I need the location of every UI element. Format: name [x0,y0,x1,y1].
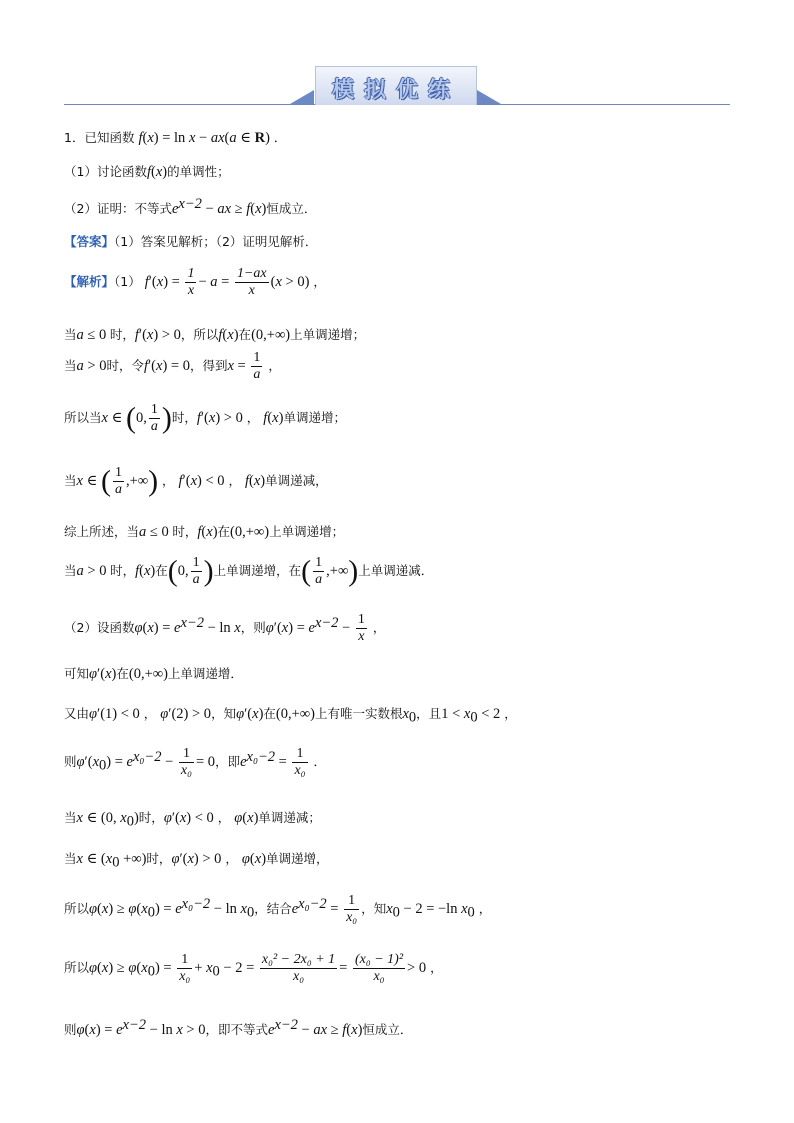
text: 时， [110,563,136,578]
text: 在 [217,524,231,539]
text: ，得到 [189,358,228,373]
solution-line-4: 所以当x ∈ (0, $\frac{1}{a}$ )时，f′(x) > 0 ， f(x)单调递增； [64,401,346,435]
problem-part2: （2）证明：不等式$e^{x-2}$ − ax ≥ f(x)恒成立． [64,196,317,218]
solution-line-6: 综上所述，当a ≤ 0 时，f(x)在(0,+∞)上单调递增； [64,524,345,540]
problem-statement: 1．已知函数 f(x) = ln x − ax(a ∈ R) ． [64,130,287,146]
solution-line-2: 当a ≤ 0 时，f′(x) > 0，所以f(x)在(0,+∞)上单调递增； [64,327,366,343]
text: 当 [64,563,77,578]
text: ，且 [416,706,442,721]
answer-line [64,232,317,250]
text: 在 [263,706,276,721]
text: 上单调递减． [358,563,434,578]
solution-line-16: 则$\varphi(x) = e^{x-2} - \ln x > 0$，即不等式$e^{x-2}$ − ax ≥ f(x)恒成立． [64,1017,413,1039]
solution-line-12: 当x ∈ (0, $x_0$)时，φ′(x) < 0 ， φ(x)单调递减； [64,810,321,830]
solution-line-1: 【解析】（1） f′(x) = $\frac{1}{x}$ − a = $\frac{1-ax}{x}$ (x > 0) ， [64,266,326,298]
text: 讨论函数 [96,164,147,179]
text: 当 [64,810,77,825]
text: 当 [64,327,77,342]
text: 上单调递增． [167,666,243,681]
text: 时， [109,327,135,342]
text: ，知 [361,901,387,916]
text: 上单调递增，在 [213,563,302,578]
text: ，即 [215,754,241,769]
solution-line-14: 所以$\varphi(x) \ge \varphi(x_0) = e^{x_0-2} - \ln x_0$，结合$e^{x_0-2}$ = $\frac{1}{\text{x₀}}$ ，知$x_0 - 2 = -\ln$ $x_0$ ， [64,893,492,925]
text: （2）设函数 [64,620,135,635]
text: 时， [171,410,197,425]
text: 单调递减， [265,473,328,488]
problem-number: 1． [64,130,85,145]
text: 又由 [64,706,90,721]
text: 恒成立． [266,201,317,217]
text: ，则 [240,620,266,635]
solution-line-7: 当a > 0 时，f(x)在(0, $\frac{1}{a}$ )上单调递增，在( $\frac{1}{a}$ ,+∞)上单调递减． [64,554,434,588]
solution-line-8: （2）设函数$\varphi(x) = e^{x-2} - \ln x$，则$\varphi'(x) = e^{x-2}$ − $\frac{1}{x}$ ， [64,612,386,644]
text: 所以 [64,960,90,975]
text: 上单调递增； [290,327,366,342]
text: 已知函数 [84,130,135,145]
solution-line-13: 当x ∈ ($x_0$ +∞)时，φ′(x) > 0 ， φ(x)单调递增， [64,851,329,871]
text: 在 [155,563,168,578]
text: 的单调性； [167,164,230,179]
text: 上有唯一实数根 [314,706,403,721]
text: 当 [64,851,77,866]
banner-left-triangle [290,90,314,104]
text: 上单调递增； [269,524,345,539]
text: 当 [64,473,77,488]
text: （1） [114,274,141,289]
text: 综上所述，当 [64,524,140,539]
solution-tag: 【解析】 [64,274,115,289]
text: 在 [238,327,252,342]
section-banner [315,66,477,105]
text: 在 [116,666,129,681]
text: 当 [64,358,77,373]
solution-line-15: 所以$\varphi(x) \ge \varphi(x_0)$ = $\frac{1}{\text{x₀}}$ + $x_0 - 2$ = $\frac{\text{x₀² − 2x₀ + 1}}{\text{x₀}}$ = $\frac{\text{(x₀ − 1)²}}{\text{x₀}}$ > 0 ， [64,952,443,984]
solution-line-5: 当x ∈ ( $\frac{1}{a}$ ,+∞) ， f′(x) < 0 ， f(x)单调递减， [64,464,328,498]
answer-tag: 【答案】 [64,234,115,249]
text: 时， [138,810,164,825]
text: 则 [64,1022,77,1038]
text: ，知 [211,706,237,721]
answer-text: （1）答案见解析；（2）证明见解析． [114,234,318,249]
text: 可知 [64,666,90,681]
solution-line-11: 则$\varphi'(x_0) = e^{x_0-2}$ − $\frac{1}{\text{x₀}}$ = 0，即$e^{x_0-2}$ = $\frac{1}{\text{x₀}}$ ． [64,746,327,778]
text: 单调递增， [266,851,329,866]
problem-part1: （1）讨论函数f(x)的单调性； [64,164,230,180]
text: 恒成立． [362,1022,413,1038]
text: 时， [146,851,172,866]
text: （1） [64,164,97,179]
text: ，即不等式 [205,1022,268,1038]
text: 时， [172,524,198,539]
text: 则 [64,754,77,769]
text: 证明：不等式 [96,201,172,217]
banner-title: 模拟优练 [331,77,460,103]
solution-line-10: 又由φ′(1) < 0 ， φ′(2) > 0，知φ′(x)在(0,+∞)上有唯一实数根$x_0$，且$1 < x_0 < 2$ ， [64,706,517,726]
solution-line-9: 可知φ′(x)在(0,+∞)上单调递增． [64,666,243,682]
text: （2） [64,201,97,217]
banner-right-triangle [477,90,501,104]
text: 单调递减； [258,810,321,825]
solution-line-3: 当a > 0时，令f′(x) = 0，得到x = $\frac{1}{a}$ ， [64,350,281,382]
text: 所以当 [64,410,102,425]
text: 所以 [64,901,90,916]
text: ，所以 [180,327,219,342]
text: 单调递增； [283,410,346,425]
text: 时，令 [106,358,144,373]
text: ，结合 [254,901,292,916]
